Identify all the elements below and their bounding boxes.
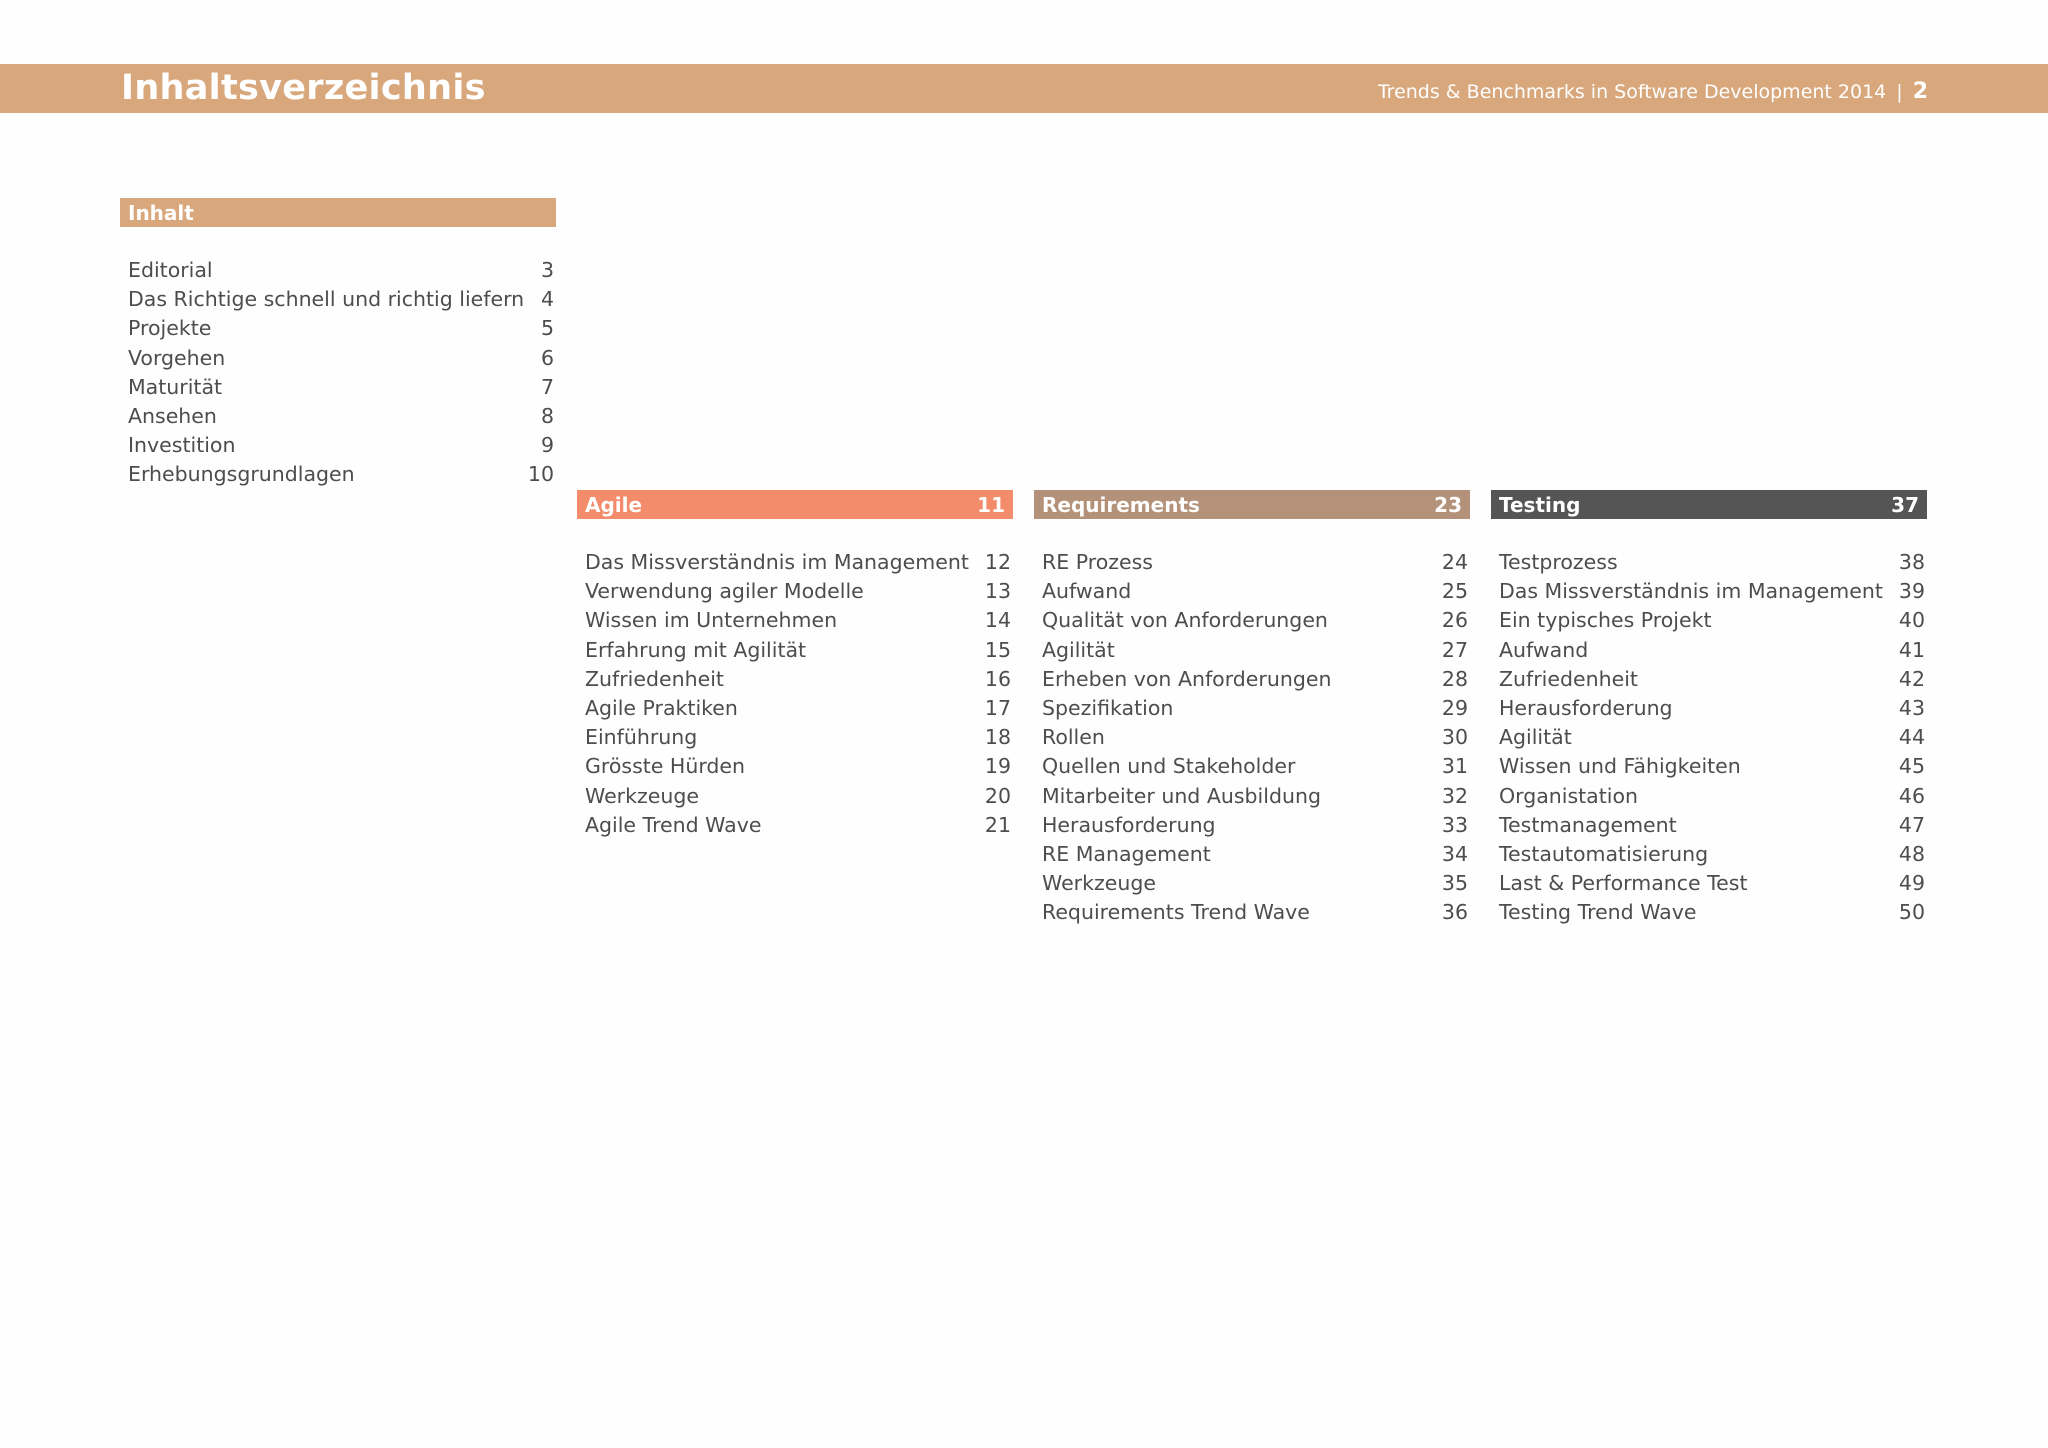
toc-entry-label: Werkzeuge bbox=[1042, 871, 1156, 896]
toc-entry-page: 30 bbox=[1441, 725, 1468, 750]
toc-entry-label: Aufwand bbox=[1499, 637, 1589, 662]
toc-entry-page: 19 bbox=[984, 754, 1011, 779]
toc-entry-page: 35 bbox=[1441, 871, 1468, 896]
section-agile bbox=[577, 490, 1013, 840]
toc-entry[interactable] bbox=[1034, 723, 1470, 752]
toc-entry-page: 44 bbox=[1898, 725, 1925, 750]
toc-entry-label: Erheben von Anforderungen bbox=[1042, 666, 1332, 691]
toc-entry-page: 45 bbox=[1898, 754, 1925, 779]
toc-entry[interactable] bbox=[120, 344, 556, 373]
toc-entry-label: Erfahrung mit Agilität bbox=[585, 637, 807, 662]
toc-entry-page: 38 bbox=[1898, 550, 1925, 574]
toc-entry[interactable] bbox=[1034, 869, 1470, 898]
toc-entry-page: 49 bbox=[1898, 871, 1925, 896]
toc-entry-page: 18 bbox=[984, 725, 1011, 750]
toc-entry-page: 29 bbox=[1441, 695, 1468, 720]
toc-entry[interactable] bbox=[1034, 548, 1470, 577]
toc-entry-label: Agile Praktiken bbox=[585, 695, 738, 720]
section-testing bbox=[1491, 490, 1927, 927]
toc-entry-page: 26 bbox=[1441, 608, 1468, 633]
toc-entry-label: Ansehen bbox=[128, 403, 217, 428]
toc-entry-page: 10 bbox=[527, 462, 554, 487]
toc-entry-label: Spezifikation bbox=[1042, 695, 1174, 720]
toc-entry-label: Grösste Hürden bbox=[585, 754, 746, 779]
toc-entry-label: Mitarbeiter und Ausbildung bbox=[1042, 783, 1321, 808]
toc-entry-label: Investition bbox=[128, 433, 236, 458]
page-title: Inhaltsverzeichnis bbox=[121, 68, 486, 108]
toc-entry[interactable] bbox=[1034, 577, 1470, 606]
section-title: Requirements bbox=[1042, 493, 1200, 517]
section-page-number: 37 bbox=[1891, 493, 1919, 517]
section-title: Agile bbox=[585, 493, 643, 517]
toc-entry-label: Das Richtige schnell und richtig liefern bbox=[128, 287, 525, 312]
toc-entry[interactable] bbox=[120, 256, 556, 285]
section-title: Testing bbox=[1499, 493, 1581, 517]
toc-entry[interactable] bbox=[1491, 723, 1927, 752]
header-publication-info bbox=[1378, 64, 1928, 113]
toc-entry-label: Rollen bbox=[1042, 725, 1105, 750]
toc-entry[interactable] bbox=[1491, 811, 1927, 840]
toc-entry-page: 34 bbox=[1441, 841, 1468, 866]
toc-entry[interactable] bbox=[577, 577, 1013, 606]
toc-entry-page: 25 bbox=[1441, 579, 1468, 604]
toc-entry[interactable] bbox=[577, 752, 1013, 781]
section-header-bar bbox=[1034, 490, 1470, 519]
toc-entry-page: 31 bbox=[1441, 754, 1468, 779]
toc-entry[interactable] bbox=[1491, 577, 1927, 606]
toc-entry-page: 27 bbox=[1441, 637, 1468, 662]
toc-entry[interactable] bbox=[1491, 869, 1927, 898]
section-header-bar bbox=[1491, 490, 1927, 519]
toc-entry-label: Editorial bbox=[128, 258, 213, 282]
toc-entry-page: 47 bbox=[1898, 812, 1925, 837]
toc-entry-label: Requirements Trend Wave bbox=[1042, 900, 1310, 925]
toc-entry[interactable] bbox=[1491, 840, 1927, 869]
toc-entry-page: 6 bbox=[540, 345, 554, 370]
toc-entry-label: Agilität bbox=[1042, 637, 1115, 662]
toc-entry[interactable] bbox=[1034, 752, 1470, 781]
toc-entry[interactable] bbox=[1034, 606, 1470, 635]
publication-title: Trends & Benchmarks in Software Development 2014 bbox=[1377, 81, 1887, 103]
toc-entry-page: 28 bbox=[1441, 666, 1468, 691]
toc-entry-label: Verwendung agiler Modelle bbox=[585, 579, 864, 604]
toc-entry-page: 41 bbox=[1898, 637, 1925, 662]
section-header-bar bbox=[120, 198, 556, 227]
toc-entry-label: Testing Trend Wave bbox=[1499, 900, 1697, 925]
toc-entry-page: 14 bbox=[984, 608, 1011, 633]
toc-entry-label: Erhebungsgrundlagen bbox=[128, 462, 355, 487]
toc-entry-page: 48 bbox=[1898, 841, 1925, 866]
page-number: 2 bbox=[1912, 79, 1928, 104]
toc-entry-list bbox=[1034, 548, 1470, 927]
toc-entry-label: Das Missverständnis im Management bbox=[1499, 579, 1883, 604]
toc-entry-label: Agilität bbox=[1499, 725, 1572, 750]
toc-entry-label: RE Management bbox=[1042, 841, 1211, 866]
toc-entry[interactable] bbox=[1034, 811, 1470, 840]
toc-entry[interactable] bbox=[1491, 606, 1927, 635]
toc-entry-label: Einführung bbox=[585, 725, 698, 750]
toc-entry[interactable] bbox=[1491, 665, 1927, 694]
toc-entry-list bbox=[577, 548, 1013, 840]
toc-entry-label: Vorgehen bbox=[128, 345, 226, 370]
toc-entry-label: Qualität von Anforderungen bbox=[1042, 608, 1328, 633]
toc-entry[interactable] bbox=[120, 460, 556, 489]
toc-entry-page: 32 bbox=[1441, 783, 1468, 808]
toc-entry-label: Wissen im Unternehmen bbox=[585, 608, 838, 633]
toc-entry[interactable] bbox=[1491, 898, 1927, 927]
toc-entry-page: 15 bbox=[984, 637, 1011, 662]
toc-entry-page: 7 bbox=[540, 374, 554, 399]
toc-entry[interactable] bbox=[1034, 782, 1470, 811]
toc-entry-label: Aufwand bbox=[1042, 579, 1132, 604]
toc-entry-page: 46 bbox=[1898, 783, 1925, 808]
toc-entry-page: 42 bbox=[1898, 666, 1925, 691]
toc-entry-label: Projekte bbox=[128, 316, 212, 341]
toc-entry-list bbox=[1491, 548, 1927, 927]
toc-entry-page: 8 bbox=[540, 403, 554, 428]
toc-entry-label: Herausforderung bbox=[1042, 812, 1216, 837]
toc-entry[interactable] bbox=[577, 665, 1013, 694]
toc-entry[interactable] bbox=[1491, 636, 1927, 665]
toc-entry[interactable] bbox=[1034, 665, 1470, 694]
toc-entry-page: 17 bbox=[984, 695, 1011, 720]
toc-entry[interactable] bbox=[577, 606, 1013, 635]
section-page-number: 11 bbox=[977, 493, 1005, 517]
toc-entry[interactable] bbox=[1034, 694, 1470, 723]
toc-entry-label: Organistation bbox=[1499, 783, 1639, 808]
toc-entry-label: Zufriedenheit bbox=[585, 666, 724, 691]
section-header-bar bbox=[577, 490, 1013, 519]
section-requirements bbox=[1034, 490, 1470, 927]
toc-entry-label: Maturität bbox=[128, 374, 223, 399]
toc-entry-page: 3 bbox=[540, 258, 554, 282]
toc-entry-label: Testprozess bbox=[1499, 550, 1618, 574]
toc-entry-page: 12 bbox=[984, 550, 1011, 574]
toc-entry[interactable] bbox=[1491, 752, 1927, 781]
toc-entry[interactable] bbox=[1491, 548, 1927, 577]
toc-entry-label: Quellen und Stakeholder bbox=[1042, 754, 1296, 779]
toc-entry-page: 50 bbox=[1898, 900, 1925, 925]
section-inhalt bbox=[120, 198, 556, 490]
toc-entry-page: 40 bbox=[1898, 608, 1925, 633]
page-header bbox=[0, 64, 2048, 113]
toc-entry[interactable] bbox=[120, 373, 556, 402]
toc-entry[interactable] bbox=[120, 431, 556, 460]
toc-entry-label: Agile Trend Wave bbox=[585, 812, 762, 837]
toc-entry[interactable] bbox=[577, 811, 1013, 840]
toc-entry-label: Das Missverständnis im Management bbox=[585, 550, 969, 574]
toc-entry[interactable] bbox=[577, 636, 1013, 665]
toc-entry[interactable] bbox=[1491, 782, 1927, 811]
toc-entry-label: Werkzeuge bbox=[585, 783, 699, 808]
toc-entry-page: 9 bbox=[540, 433, 554, 458]
header-separator: | bbox=[1896, 81, 1903, 103]
toc-entry[interactable] bbox=[577, 782, 1013, 811]
toc-entry-label: Wissen und Fähigkeiten bbox=[1499, 754, 1741, 779]
toc-entry[interactable] bbox=[1034, 840, 1470, 869]
section-page-number: 23 bbox=[1434, 493, 1462, 517]
toc-entry[interactable] bbox=[1034, 898, 1470, 927]
toc-entry-label: RE Prozess bbox=[1042, 550, 1153, 574]
toc-entry-page: 4 bbox=[540, 287, 554, 312]
section-title: Inhalt bbox=[128, 201, 194, 225]
toc-entry-page: 39 bbox=[1898, 579, 1925, 604]
toc-entry-page: 33 bbox=[1441, 812, 1468, 837]
toc-entry[interactable] bbox=[577, 723, 1013, 752]
toc-entry-label: Testmanagement bbox=[1499, 812, 1677, 837]
toc-entry-page: 21 bbox=[984, 812, 1011, 837]
toc-entry-page: 13 bbox=[984, 579, 1011, 604]
toc-entry[interactable] bbox=[120, 402, 556, 431]
toc-entry[interactable] bbox=[1034, 636, 1470, 665]
toc-entry-list bbox=[120, 256, 556, 490]
toc-entry-page: 5 bbox=[540, 316, 554, 341]
toc-entry-page: 36 bbox=[1441, 900, 1468, 925]
toc-entry-label: Last & Performance Test bbox=[1499, 871, 1748, 896]
toc-entry-page: 43 bbox=[1898, 695, 1925, 720]
toc-entry[interactable] bbox=[577, 548, 1013, 577]
toc-entry[interactable] bbox=[1491, 694, 1927, 723]
toc-entry[interactable] bbox=[120, 285, 556, 314]
toc-entry-page: 16 bbox=[984, 666, 1011, 691]
toc-entry-label: Testautomatisierung bbox=[1499, 841, 1709, 866]
toc-entry[interactable] bbox=[120, 314, 556, 343]
toc-entry[interactable] bbox=[577, 694, 1013, 723]
toc-entry-label: Ein typisches Projekt bbox=[1499, 608, 1712, 633]
toc-entry-label: Zufriedenheit bbox=[1499, 666, 1638, 691]
toc-entry-label: Herausforderung bbox=[1499, 695, 1673, 720]
toc-entry-page: 20 bbox=[984, 783, 1011, 808]
toc-entry-page: 24 bbox=[1441, 550, 1468, 574]
